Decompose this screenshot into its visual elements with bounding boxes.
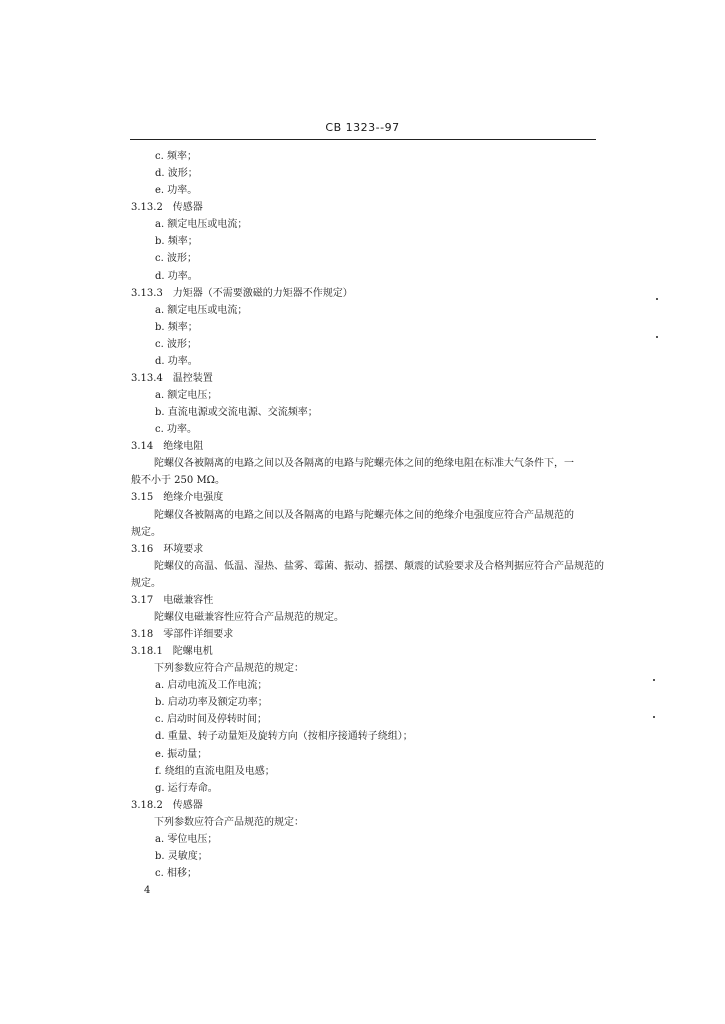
text-line: c. 波形； xyxy=(155,338,197,350)
section-heading: 3.13.4 温控装置 xyxy=(131,372,213,384)
text-line: 陀螺仪电磁兼容性应符合产品规范的规定。 xyxy=(154,611,344,623)
text-line: e. 功率。 xyxy=(155,185,198,197)
text-line: 规定。 xyxy=(131,526,161,538)
text-line: a. 额定电压； xyxy=(155,390,218,401)
text-line: c. 相移； xyxy=(155,867,197,879)
header-rule xyxy=(130,139,596,140)
text-line: d. 功率。 xyxy=(155,270,198,282)
text-line: g. 运行寿命。 xyxy=(155,782,218,794)
section-heading: 3.13.3 力矩器（不需要激磁的力矩器不作规定） xyxy=(131,287,353,299)
document-header-code: CB 1323--97 xyxy=(325,121,400,134)
text-line: a. 额定电压或电流； xyxy=(155,304,248,316)
text-line: b. 频率； xyxy=(155,236,198,248)
text-line: e. 振动量； xyxy=(155,748,208,760)
section-heading: 3.13.2 传感器 xyxy=(131,202,203,214)
scan-speck xyxy=(653,679,655,681)
scan-speck xyxy=(656,298,658,300)
section-heading: 3.17 电磁兼容性 xyxy=(131,594,214,606)
text-line: f. 绕组的直流电阻及电感； xyxy=(155,765,275,777)
section-heading: 3.16 环境要求 xyxy=(131,543,204,555)
text-line: 下列参数应符合产品规范的规定： xyxy=(154,663,304,675)
text-line: b. 直流电源或交流电源、交流频率； xyxy=(155,407,318,419)
text-line: d. 重量、转子动量矩及旋转方向（按相序接通转子绕组）； xyxy=(155,731,413,743)
text-line: c. 频率； xyxy=(155,151,197,162)
section-heading: 3.15 绝缘介电强度 xyxy=(131,492,224,504)
text-line: b. 频率； xyxy=(155,321,198,333)
text-line: a. 启动电流及工作电流； xyxy=(155,680,268,692)
page-number: 4 xyxy=(144,885,151,896)
text-line: b. 灵敏度； xyxy=(155,850,208,862)
section-heading: 3.18.2 传感器 xyxy=(131,799,203,811)
section-heading: 3.18.1 陀螺电机 xyxy=(131,646,213,657)
text-line: 般不小于 250 MΩ。 xyxy=(131,475,225,487)
text-line: c. 功率。 xyxy=(155,424,197,436)
text-line: b. 启动功率及额定功率； xyxy=(155,697,268,709)
text-line: 陀螺仪的高温、低温、湿热、盐雾、霉菌、振动、摇摆、颠震的试验要求及合格判据应符合产品规范的 xyxy=(154,560,604,572)
text-line: a. 零位电压； xyxy=(155,833,218,845)
section-heading: 3.14 绝缘电阻 xyxy=(131,441,204,453)
text-line: 陀螺仪各被隔离的电路之间以及各隔离的电路与陀螺壳体之间的绝缘电阻在标准大气条件下，一 xyxy=(154,458,574,470)
text-line: a. 额定电压或电流； xyxy=(155,219,248,231)
text-line: c. 波形； xyxy=(155,253,197,265)
scan-speck xyxy=(653,716,655,718)
text-line: c. 启动时间及停转时间； xyxy=(155,714,267,726)
text-line: 规定。 xyxy=(131,577,161,589)
text-line: d. 功率。 xyxy=(155,355,198,367)
section-heading: 3.18 零部件详细要求 xyxy=(131,629,234,640)
text-line: d. 波形； xyxy=(155,168,198,180)
text-line: 下列参数应符合产品规范的规定： xyxy=(154,816,304,828)
scan-speck xyxy=(656,336,658,338)
text-line: 陀螺仪各被隔离的电路之间以及各隔离的电路与陀螺壳体之间的绝缘介电强度应符合产品规范的 xyxy=(154,509,574,521)
